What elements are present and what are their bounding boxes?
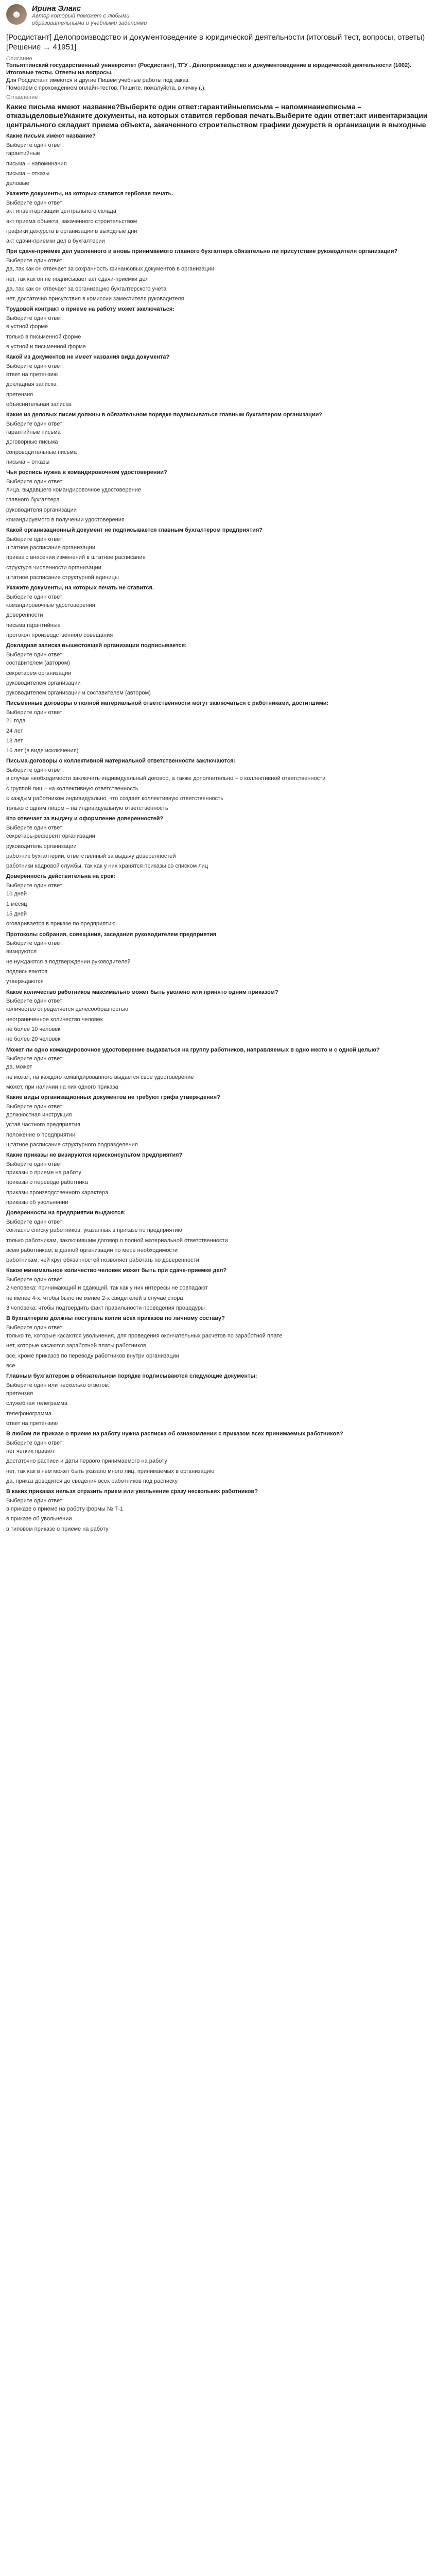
answer-option: не может, на каждого командированного выдается свое удостоверение xyxy=(6,1074,194,1080)
answer-option: всем работникам, в данной организации по мере необходимости xyxy=(6,1247,178,1253)
answer-option: ответ на претензию xyxy=(6,371,58,378)
answer-option: претензия xyxy=(6,391,33,398)
answer-option: гарантийные xyxy=(6,150,40,157)
answer-option: не более 10 человек xyxy=(6,1026,61,1032)
answer-option: 10 дней xyxy=(6,891,27,897)
answer-caption: Выберите один ответ: xyxy=(6,594,64,601)
answer-option: неограниченное количество человек xyxy=(6,1016,103,1023)
answer-option: командировочные удостоверения xyxy=(6,602,95,609)
question-text: Письма-договоры о коллективной материальной ответственности заключаются: xyxy=(6,758,236,765)
author-block xyxy=(6,4,430,27)
answer-option: не более 20 человек xyxy=(6,1036,61,1043)
answer-option: нет, достаточно присутствия в комиссии заместителя руководителя xyxy=(6,296,184,302)
answer-option: 2 человека: принимающий и сдающий, так как у них интересы не совпадают xyxy=(6,1285,208,1292)
question-text: Может ли одно командировочное удостоверение выдаваться на группу работников, направляемых в одно место и с одной целью? xyxy=(6,1046,380,1053)
answer-option: да, так как он отвечает за организацию бухгалтерского учета xyxy=(6,285,167,292)
question-text: Трудовой контракт о приеме на работу может заключаться: xyxy=(6,306,175,313)
answer-caption: Выберите один ответ: xyxy=(6,1498,64,1504)
question-block xyxy=(6,815,430,870)
question-block xyxy=(6,1209,430,1264)
answer-option: приказ о внесении изменений в штатное расписание xyxy=(6,554,146,561)
answer-option: приказы о приеме на работу xyxy=(6,1170,81,1176)
answer-option: руководителем организации xyxy=(6,680,81,686)
question-block xyxy=(6,132,430,187)
question-block xyxy=(6,306,430,350)
answer-option: положение о предприятии xyxy=(6,1131,76,1138)
answer-option: нет, которые касаются заработной платы работников xyxy=(6,1343,146,1349)
answer-option: согласно списку работников, указанных в приказе по предприятию xyxy=(6,1227,182,1234)
answer-caption: Выберите один ответ: xyxy=(6,767,64,774)
author-description: Автор который поможет с любыми образовательными и учебными заданиями xyxy=(32,13,147,26)
question-text: Какое минимальное количество человек может быть при сдаче-приемке дел? xyxy=(6,1267,227,1274)
answer-option: секретарь-референт организации xyxy=(6,833,95,840)
question-text: В бухгалтерию должны поступать копии всех приказов по личному составу? xyxy=(6,1315,225,1322)
question-text: Какие приказы не визируются юрисконсультом предприятия? xyxy=(6,1152,183,1159)
author-info xyxy=(32,4,166,27)
answer-option: все xyxy=(6,1362,15,1369)
answer-option: доверенности xyxy=(6,612,43,619)
answer-option: только в письменной форме xyxy=(6,333,81,340)
question-block xyxy=(6,584,430,639)
question-text: Какой из документов не имеет названия вида документа? xyxy=(6,354,170,361)
description-paragraph: Помогаем с прохождением онлайн-тестов. Пишите, пожалуйста, в личку (.). xyxy=(6,85,206,92)
answer-option: работники кадровой службы, так как у них хранятся приказы со списком лиц xyxy=(6,863,208,870)
description-label: Описание xyxy=(6,55,32,62)
answer-option: главного бухгалтера xyxy=(6,497,60,503)
answer-caption: Выберите один ответ: xyxy=(6,200,64,207)
question-text: Какое количество работников максимально может быть уволено или принято одним приказом? xyxy=(6,989,278,995)
answer-caption: Выберите один ответ: xyxy=(6,1440,64,1447)
answer-option: договорные письма xyxy=(6,439,58,446)
answer-option: руководителем организации и составителем (автором) xyxy=(6,690,151,697)
answer-option: телефонограмма xyxy=(6,1410,52,1417)
answer-option: в случае необходимости заключить индивидуальный договор, а также дополнительно – о коллективной ответственности xyxy=(6,775,326,782)
answer-option: оговаривается в приказе по предприятию xyxy=(6,921,116,927)
answer-option: в типовом приказе о приеме на работу xyxy=(6,1526,109,1532)
answer-option: нет четких правил xyxy=(6,1448,54,1455)
answer-caption: Выберите один ответ: xyxy=(6,998,64,1005)
answer-caption: Выберите один ответ: xyxy=(6,883,64,889)
answer-caption: Выберите один ответ: xyxy=(6,940,64,947)
question-block xyxy=(6,873,430,927)
answer-option: 16 лет (в виде исключения) xyxy=(6,748,79,754)
answer-caption: Выберите один ответ: xyxy=(6,315,64,322)
question-text: Чья роспись нужна в командировочном удостоверении? xyxy=(6,469,167,476)
answer-caption: Выберите один ответ: xyxy=(6,258,64,264)
content xyxy=(6,103,430,1533)
question-text: Докладная записка вышестоящей организации подписывается: xyxy=(6,642,187,649)
answer-option: штатное расписание структурной единицы xyxy=(6,574,119,581)
question-text: Какие из деловых писем должны в обязательном порядке подписываться главным бухгалтером организации? xyxy=(6,412,323,418)
question-text: В каких приказах нельзя отразить прием или увольнение сразу нескольких работников? xyxy=(6,1488,258,1495)
answer-option: достаточно расписи и даты первого принимаемого на работу xyxy=(6,1458,167,1465)
question-block xyxy=(6,411,430,466)
answer-option: может, при наличии на них одного приказа xyxy=(6,1084,118,1091)
question-block xyxy=(6,469,430,523)
question-block xyxy=(6,248,430,302)
answer-option: руководителя организации xyxy=(6,506,77,513)
answer-option: служебная телеграмма xyxy=(6,1400,68,1407)
answer-option: визируются xyxy=(6,948,37,955)
question-text: В любом ли приказе о приеме на работу нужна расписка об ознакомлении с приказом всех принимаемых работников? xyxy=(6,1431,343,1437)
description-paragraph: Для Росдистант имеются и другие Пишем учебные работы под заказ. xyxy=(6,77,190,84)
answer-option: утверждаются xyxy=(6,978,44,985)
question-list xyxy=(6,132,430,1533)
answer-option: акт инвентаризации центрального склада xyxy=(6,208,116,215)
answer-option: с группой лиц – на коллективную ответственность xyxy=(6,785,138,792)
answer-option: 24 лет xyxy=(6,727,23,734)
answer-caption: Выберите один ответ: xyxy=(6,1104,64,1110)
answer-option: только работникам, заключившим договор о полной материальной ответственности xyxy=(6,1237,228,1244)
answer-caption: Выберите один ответ: xyxy=(6,709,64,716)
question-text: Какие виды организационных документов не требуют грифа утверждения? xyxy=(6,1094,220,1101)
answer-caption: Выберите один ответ: xyxy=(6,536,64,543)
answer-option: нет, так как он не подписывает акт сдачи-приемки дел xyxy=(6,276,149,282)
answer-option: не менее 4-х: чтобы было не менее 2-х свидетелей в случае спора xyxy=(6,1295,183,1301)
answer-option: приказы об увольнении xyxy=(6,1199,68,1206)
answer-option: сопроводительные письма xyxy=(6,449,77,455)
answer-option: в устной и письменной форме xyxy=(6,343,86,350)
question-block xyxy=(6,1267,430,1312)
question-block xyxy=(6,989,430,1043)
question-text: Какие письма имеют название? xyxy=(6,133,96,140)
avatar[interactable] xyxy=(6,4,27,25)
answer-option: да, может xyxy=(6,1064,32,1071)
question-block xyxy=(6,1151,430,1206)
user-icon: ☻ xyxy=(11,8,22,20)
answer-option: в приказе об увольнении xyxy=(6,1516,72,1522)
answer-option: составителем (автором) xyxy=(6,660,70,667)
toc-label: Оглавление xyxy=(6,94,38,100)
answer-caption: Выберите один ответ: xyxy=(6,1277,64,1283)
answer-option: приказы о переводе работника xyxy=(6,1179,88,1186)
question-text: Кто отвечает за выдачу и оформление доверенностей? xyxy=(6,816,164,822)
answer-option: 15 дней xyxy=(6,910,27,917)
question-block xyxy=(6,1488,430,1533)
answer-caption: Выберите один ответ: xyxy=(6,421,64,428)
answer-caption: Выберите один ответ: xyxy=(6,479,64,485)
answer-option: в приказе о приеме на работу формы № Т-1 xyxy=(6,1506,124,1513)
answer-option: в устной форме xyxy=(6,324,48,330)
answer-option: 1 месяц xyxy=(6,901,27,907)
answer-option: работник бухгалтерии, ответственный за выдачу доверенностей xyxy=(6,853,176,859)
question-block xyxy=(6,1046,430,1091)
answer-option: работникам, чей круг обязанностей позволяет работать по доверенности xyxy=(6,1257,199,1264)
answer-caption: Выберите один ответ: xyxy=(6,1056,64,1062)
question-block xyxy=(6,1315,430,1369)
question-text: При сдаче-приемке дел уволенного и вновь принимаемого главного бухгалтера обязательно ли присутствие руководителя организации? xyxy=(6,248,398,255)
question-block xyxy=(6,700,430,754)
answer-caption: Выберите один ответ: xyxy=(6,1219,64,1226)
answer-option: штатное расписание структурного подразделения xyxy=(6,1142,138,1148)
answer-option: с каждым работником индивидуально, что создает коллективную ответственность xyxy=(6,795,223,802)
answer-option: 3 человека: чтобы подтвердить факт правильности проведения процедуры xyxy=(6,1304,205,1311)
answer-option: количество определяется целесообразностью xyxy=(6,1006,128,1013)
question-text: Письменные договоры о полной материальной ответственности могут заключаться с работниками, достигшими: xyxy=(6,700,329,707)
answer-option: докладная записка xyxy=(6,381,57,388)
answer-option: объяснительная записка xyxy=(6,401,72,408)
answer-option: структура численности организации xyxy=(6,564,101,571)
answer-option: письма гарантийные xyxy=(6,622,61,629)
answer-option: подписываются xyxy=(6,968,47,975)
answer-option: секретарем организации xyxy=(6,670,72,676)
question-block xyxy=(6,353,430,408)
answer-option: да, так как он отвечает за сохранность финансовых документов в организации xyxy=(6,266,215,273)
question-text: Укажите документы, на которых ставится гербовая печать. xyxy=(6,191,173,197)
question-text: Доверенности на предприятии выдаются: xyxy=(6,1210,126,1216)
answer-caption: Выберите один ответ: xyxy=(6,363,64,370)
answer-option: все, кроме приказов по переводу работников внутри организации xyxy=(6,1352,179,1359)
answer-option: акт сдачи-приемки дел в бухгалтерии xyxy=(6,238,105,245)
answer-option: да, приказ доводится до сведения всех работников под расписку xyxy=(6,1478,178,1484)
question-text: Протоколы собрания, совещания, заседания руководителем предприятия xyxy=(6,931,217,938)
answer-option: претензия xyxy=(6,1391,33,1397)
answer-caption: Выберите один ответ: xyxy=(6,652,64,658)
question-text: Какой организационный документ не подписывается главным бухгалтером предприятия? xyxy=(6,527,263,534)
answer-caption: Выберите один или несколько ответов: xyxy=(6,1382,110,1389)
answer-option: графики дежурств в организации в выходные дни xyxy=(6,228,137,234)
answer-option: должностная инструкция xyxy=(6,1112,72,1118)
answer-option: письма – отказы xyxy=(6,170,50,177)
answer-option: командируемого в получении удостоверения xyxy=(6,517,125,523)
page-title: [Росдистант] Делопроизводство и документоведение в юридической деятельности (итоговый тест, вопросы, ответы) [Решение → 41951] xyxy=(6,32,425,52)
answer-option: письма – отказы xyxy=(6,459,50,465)
question-text: Доверенность действительна на срок: xyxy=(6,873,115,880)
answer-caption: Выберите один ответ: xyxy=(6,1324,64,1331)
answer-option: штатное расписание организации xyxy=(6,545,95,551)
answer-option: 18 лет xyxy=(6,737,23,744)
answer-option: письма – напоминания xyxy=(6,160,67,167)
answer-option: лица, выдавшего командировочное удостоверение xyxy=(6,487,142,494)
answer-option: приказы производственного характера xyxy=(6,1189,109,1196)
answer-caption: Выберите один ответ: xyxy=(6,142,64,149)
answer-option: деловые xyxy=(6,180,29,187)
answer-option: 21 года xyxy=(6,718,26,724)
question-block xyxy=(6,1372,430,1427)
answer-option: ответ на претензию xyxy=(6,1420,58,1427)
answer-option: акт приема объекта, закаченного строительством xyxy=(6,218,137,225)
description-paragraph: Тольяттинский государственный университет (Росдистант), ТГУ . Делопроизводство и документоведение в юридической деятельности (1002). Итоговые тесты. Ответы на вопросы. xyxy=(6,62,411,76)
answer-option: руководитель организации xyxy=(6,843,77,850)
answer-option: только с одним лицом – на индивидуальную ответственность xyxy=(6,805,168,812)
answer-option: протокол производственного совещания xyxy=(6,632,113,639)
answer-option: не нуждаются в подтверждении руководителей xyxy=(6,958,131,965)
question-block xyxy=(6,757,430,812)
answer-caption: Выберите один ответ: xyxy=(6,1161,64,1168)
answer-caption: Выберите один ответ: xyxy=(6,825,64,832)
author-name[interactable]: Ирина Элакс xyxy=(32,4,81,13)
description-block xyxy=(6,62,430,92)
question-block xyxy=(6,642,430,697)
question-block xyxy=(6,1430,430,1485)
question-text: Главным бухгалтером в обязательном порядке подписываются следующие документы: xyxy=(6,1373,257,1380)
answer-option: гарантийные письма xyxy=(6,429,61,436)
question-text: Укажите документы, на которых печать не ставится. xyxy=(6,585,154,591)
answer-option: только те, которые касаются увольнения, для проведения окончательных расчетов по заработной плате xyxy=(6,1332,283,1339)
question-block xyxy=(6,190,430,245)
question-block xyxy=(6,931,430,986)
answer-option: устав частного предприятия xyxy=(6,1122,81,1128)
answer-option: нет, так как в нем может быть указано много лиц, принимаемых в организацию xyxy=(6,1468,215,1475)
question-block xyxy=(6,527,430,581)
toc-heading: Какие письма имеют название?Выберите один ответ:гарантийныеписьма – напоминаниеписьма – отказыделовыеУкажите документы, на которых ставится гербовая печать.Выберите один ответ:акт инвентаризации центрального складакт приема объекта, закаченного строительством графики дежурств в организации в выходные xyxy=(6,102,428,129)
question-block xyxy=(6,1094,430,1148)
